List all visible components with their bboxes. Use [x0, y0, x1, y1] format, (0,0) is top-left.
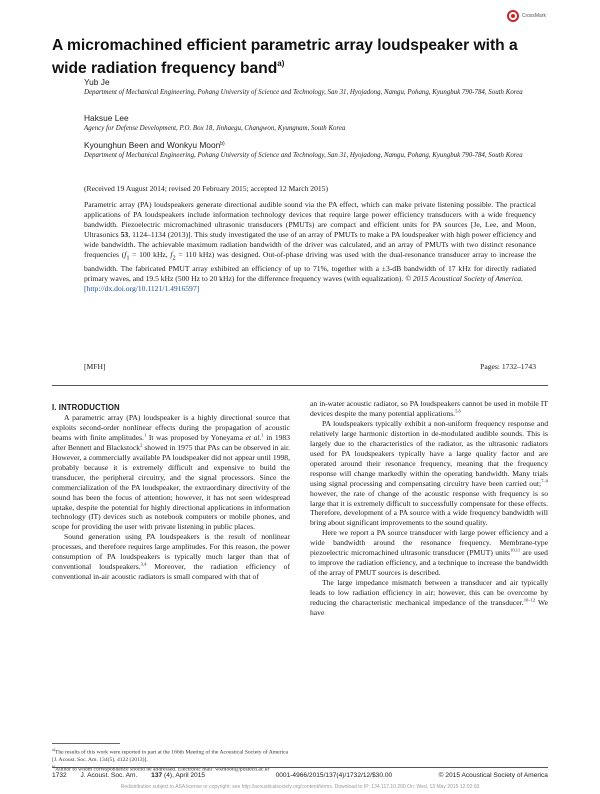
author-name: Haksue Lee	[84, 113, 129, 123]
crossmark-icon	[507, 10, 519, 22]
footer-left	[52, 772, 229, 779]
body-text: PA loudspeakers typically exhibit a non-uniform frequency response and relatively large harmonic distortion in de-modulated audible sounds. This is largely due to the characteristics of the radiator, as the ultrasonic radiators used for PA loudspeakers typically have a large quality factor and are operated around their resonance frequency, meaning that the frequency response will change markedly within the operating bandwidth. Many trials using signal processing and compensating circuitry have been carried out;	[310, 418, 548, 488]
abstract-symbol: f	[124, 250, 127, 259]
title-footnote-mark[interactable]: a)	[277, 59, 285, 68]
abstract-subscript: 1	[126, 254, 130, 262]
footer-divider	[52, 767, 548, 768]
section-heading: I. INTRODUCTION	[52, 403, 120, 412]
paper-title	[52, 37, 542, 78]
download-watermark: Redistribution subject to ASA license or copyright; see http://acousticalsociety.org/content/terms. Download to IP: 134.117.10.200 On: Wed, 13 May 2015 12:02:03	[120, 784, 480, 790]
citation[interactable]: 10–12	[523, 597, 536, 603]
body-paragraph	[310, 578, 548, 618]
doi-link[interactable]: [http://dx.doi.org/10.1121/1.4916597]	[84, 283, 200, 293]
body-text: A parametric array (PA) loudspeaker is a highly directional source that exploits second-order nonlinear effects during the propagation of acoustic beams with finite amplitudes.	[52, 412, 290, 442]
abstract-volume: 53	[120, 230, 129, 239]
citation[interactable]: 2	[140, 442, 143, 448]
body-text: in 1983 after Bennett and Blackstock	[52, 432, 291, 452]
footnote-divider	[52, 743, 120, 744]
left-column	[52, 403, 290, 582]
body-text: however, the rate of change of the acoustic response with frequency is so large that it is extremely difficult to successfully compensate for these effects. Therefore, development of a PA source with a wide frequency bandwidth will bring about significant improvements to the sound quality.	[310, 488, 548, 528]
footnote-a	[52, 747, 290, 764]
footnotes	[52, 747, 290, 774]
body-text: Sound generation using PA loudspeakers is the result of nonlinear processes, and therefore requires large amplitudes. For this reason, the power consumption of PA loudspeakers is typically much larger than that of conventional loudspeakers.	[52, 532, 290, 572]
journal-volume: 137	[151, 772, 163, 779]
body-text: Here we report a PA source transducer with large power efficiency and a wide bandwidth around the resonance frequency. Membrane-type piezoelectric micromachined ultrasonic transducer (PMUT) units	[310, 528, 548, 558]
citation[interactable]: 10,11	[510, 547, 521, 553]
journal-citation	[81, 772, 218, 779]
crossmark-label: CrossMark	[521, 13, 546, 19]
footnote-text: The results of this work were reported in part at the 166th Meeting of the Acoustical Society of America [J. Acoust. Soc. Am. 134(5), 4122 (2013)].	[52, 749, 288, 763]
citation[interactable]: 1	[143, 432, 147, 438]
author-name-text: Kyounghun Been and Wonkyu Moon	[84, 140, 221, 150]
abstract-symbol: f	[170, 250, 173, 259]
body-paragraph	[310, 528, 548, 578]
abstract-text: = 100 kHz,	[129, 250, 171, 259]
abstract-text: Parametric array (PA) loudspeakers generate directional audible sound via the PA effect, which can make private listening possible. The practical applications of PA loudspeakers include information technology devices that require large power efficiency transducers with a wide frequency bandwidth. Piezoelectric micromachined ultrasonic transducers (PMUTs) are compact and efficient units for PA sources [Je, Lee, and Moon, Ultrasonics	[84, 200, 536, 239]
abstract-text: , 1124–1134 (2013)]. This study investigated the use of an array of PMUTs to make a PA loudspeaker with high power efficiency and wide bandwidth. The achievable maximum radiation bandwidth of the driver was calculated, and an array of PMUTs with two distinct resonance frequencies (	[84, 230, 536, 259]
body-text: are used to improve the radiation efficiency, and a technique to increase the bandwidth of the array of PMUT sources is described.	[310, 548, 548, 578]
author-affiliation: Agency for Defense Development, P.O. Box 18, Jinhaegu, Changwon, Kyungnam, South Korea	[84, 125, 346, 132]
abstract-text: was designed. Out-of-phase driving was used with the dual-resonance transducer array to increase the bandwidth. The fabricated PMUT array exhibited an efficiency of up to 71%, together with a ±3-dB bandwidth of 17 kHz for directly radiated primary waves, and 19.5 kHz (500 Hz to 20 kHz) for the difference frequency waves (with equalization).	[84, 250, 536, 283]
author-affiliation: Department of Mechanical Engineering, Pohang University of Science and Technology, San 31, Hyojadong, Namgu, Pohang, Kyungbuk 790-784, South Korea	[84, 89, 523, 96]
body-text: Moreover, the radiation efficiency of conventional in-air acoustic radiators is small compared with that of	[52, 562, 290, 582]
article-code: 0001-4966/2015/137(4)/1732/12/$30.00	[275, 772, 393, 779]
page-range: Pages: 1732–1743	[480, 362, 536, 371]
body-paragraph	[310, 419, 548, 528]
page-footer	[52, 772, 548, 779]
body-paragraph	[52, 413, 290, 532]
journal-issue: (4), April 2015	[162, 772, 206, 779]
body-paragraph	[52, 532, 290, 582]
citation[interactable]: 1	[261, 432, 264, 438]
citation[interactable]: 7–9	[541, 478, 548, 484]
abstract-copyright: © 2015 Acoustical Society of America.	[405, 273, 523, 283]
author-name: Yub Je	[84, 77, 110, 87]
abstract-text: = 110 kHz)	[175, 250, 215, 259]
author-block-1	[84, 77, 534, 98]
body-text: We have	[310, 598, 548, 618]
body-text: showed in 1975 that PAs can be observed in air. However, a commercially available PA loudspeaker did not appear until 1998, probably because it is extremely difficult and expensive to build the transducer, the peripheral circuitry, and the signal processors. Since the commercialization of the PA loudspeaker, the extraordinary directivity of the sound has been the focus of attention; however, it has not seen widespread uptake, despite the potential for highly directional applications in information technology (IT) devices such as notebook computers or mobile phones, and scope for providing the user with private listening in public places.	[52, 442, 290, 532]
author-block-2	[84, 113, 534, 134]
body-text: et al.	[245, 432, 262, 442]
author-footnote-mark[interactable]: b)	[220, 141, 225, 147]
article-meta	[84, 362, 536, 372]
received-dates: (Received 19 August 2014; revised 20 February 2015; accepted 12 March 2015)	[84, 184, 328, 193]
section-divider	[52, 385, 548, 386]
footnote-mark: a)	[52, 748, 55, 752]
abstract	[84, 200, 536, 294]
body-text: It was proposed by Yoneyama	[146, 432, 246, 442]
journal-name: J. Acoust. Soc. Am.	[80, 772, 140, 779]
footnote-mark: b)	[52, 765, 56, 770]
page-number: 1732	[52, 772, 67, 779]
right-column	[310, 399, 548, 618]
citation[interactable]: 5,6	[455, 408, 461, 414]
abstract-subscript: 2	[172, 254, 176, 262]
title-text: A micromachined efficient parametric array loudspeaker with a wide radiation frequency band	[52, 37, 518, 77]
author-block-3	[84, 139, 534, 161]
crossmark-badge[interactable]	[507, 8, 546, 24]
author-affiliation: Department of Mechanical Engineering, Pohang University of Science and Technology, San 31, Hyojadong, Namgu, Pohang, Kyungbuk 790-784, South Korea	[84, 152, 523, 159]
author-name	[84, 139, 534, 151]
body-text: an in-water acoustic radiator, so PA loudspeakers cannot be used in mobile IT devices despite the many potential applications.	[310, 399, 548, 418]
citation[interactable]: 3,4	[140, 561, 147, 567]
footer-copyright: © 2015 Acoustical Society of America	[438, 772, 548, 779]
footnote-text: Author to whom correspondence should be addressed. Electronic mail: wkmoon@postech.ac.kr	[55, 766, 270, 773]
editor-code: [MFH]	[84, 362, 106, 371]
body-text: The large impedance mismatch between a transducer and air typically leads to low radiation efficiency in air; however, this can be overcome by reducing the characteristic mechanical impedance of the transducer.	[310, 578, 548, 608]
body-paragraph	[310, 399, 548, 419]
